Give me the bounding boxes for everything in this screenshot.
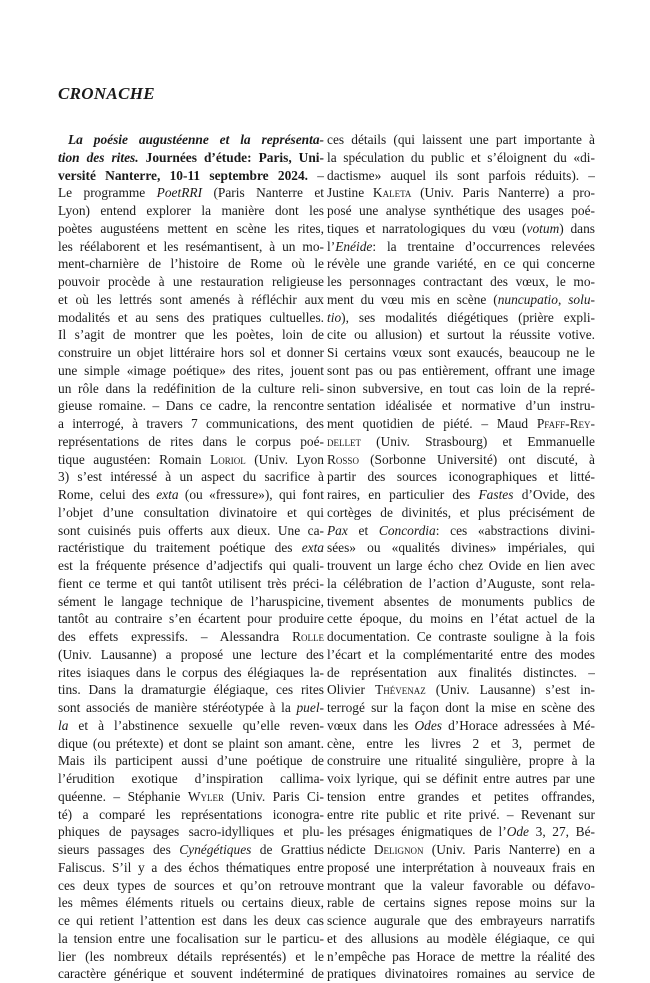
text-line: sément le langage technique de l’haruspicine,	[58, 593, 324, 609]
text-line: La poésie augustéenne et la représenta-	[68, 132, 324, 147]
text-line: les présages énigmatiques de l’Ode 3, 27, Bé-	[327, 824, 595, 840]
text-line: (Univ. Lausanne) a proposé une lecture des	[58, 646, 324, 662]
text-line: trouvent un large écho chez Ovide en lien avec	[327, 558, 595, 573]
text-line: les personnages contractant des vœux, le mo-	[327, 274, 595, 289]
text-line: et où les lettrés sont amenés à réfléchir aux	[58, 291, 324, 307]
text-line: une simple «image poétique» des rites, jouent	[58, 362, 324, 378]
text-line: ment du vœu mis en scène (nuncupatio, solu-	[327, 291, 595, 307]
text-line: voix lyrique, qui se définit entre autres par une	[327, 771, 595, 786]
text-line: construire un objet littéraire hors sol et donner	[58, 345, 324, 360]
text-line: posé une analyse synthétique des usages poé-	[327, 203, 595, 218]
text-line: les mêmes éléments rituels ou certains dieux,	[58, 895, 324, 911]
text-line: révèle une grande variété, en ce qui concerne	[327, 256, 595, 272]
text-line: a interrogé, à travers 7 communications, des	[58, 416, 324, 431]
left-column	[58, 131, 324, 983]
text-line: 3) s’est intéressé à un aspect du sacrifice à	[58, 469, 324, 485]
text-line: Rome, celui des exta (ou «fressure»), qui font	[58, 487, 324, 502]
text-line: ce qui retient l’attention est dans les deux cas	[58, 913, 324, 928]
text-line: nédicte Delignon (Univ. Paris Nanterre) en a	[327, 842, 595, 857]
text-line: Pax et Concordia: ces «abstractions divini-	[327, 522, 595, 538]
text-line: caractère générique et souvent indéterminé de	[58, 966, 324, 982]
text-line: est la fréquente présence d’adjectifs qui quali-	[58, 558, 324, 573]
text-line: Rosso (Sorbonne Université) ont discuté, à	[327, 451, 595, 467]
text-line: Lyon) entend explorer la manière dont les	[58, 203, 324, 218]
text-line: cène, entre les livres 2 et 3, permet de	[327, 735, 595, 751]
text-line: ractéristique du traitement poétique des exta	[58, 540, 324, 556]
text-line: n’empêche pas Horace de mettre la réalité des	[327, 948, 595, 964]
text-line: tension entre grandes et petites offrandes,	[327, 788, 595, 804]
text-line: vœux dans les Odes d’Horace adressées à Mé-	[327, 717, 595, 733]
text-line: pratiques divinatoires romaines au service de	[327, 966, 595, 982]
text-line: Faliscus. S’il y a des échos thématiques entre	[58, 859, 324, 875]
text-line: poètes augustéens mettent en scène les rites,	[58, 220, 324, 236]
section-title: CRONACHE	[58, 84, 155, 103]
text-line: té) a comparé les représentations iconogra-	[58, 806, 324, 822]
text-line: rable de certains signes repose moins sur la	[327, 895, 595, 911]
text-line: tivement absentes de monuments publics de	[327, 593, 595, 609]
text-line: entre rite public et rite privé. – Revenant sur	[327, 806, 595, 822]
text-line: tins. Dans la dramaturgie élégiaque, ces rites	[58, 682, 324, 698]
text-line: modalités et au sens des pratiques cultuelles.	[58, 309, 324, 325]
text-line: lier (les nombreux détails représentés) et le	[58, 948, 324, 964]
text-line: ces détails (qui laissent une part importante à	[327, 132, 595, 147]
text-line: sont associés de manière stéréotypée à la puel-	[58, 700, 324, 715]
text-line: ces deux types de sources et qu’on retrouve	[58, 877, 324, 893]
text-line: rites isiaques dans le corpus des élégiaques la-	[58, 664, 324, 680]
text-line: représentations de rites dans le corpus poé-	[58, 433, 324, 449]
text-line: dique (ou prétexte) et dont se plaint son amant.	[58, 735, 324, 751]
text-line: et des allusions au modèle élégiaque, ce qui	[327, 930, 595, 946]
text-line: la et à l’abstinence sexuelle qu’elle reven-	[58, 717, 324, 733]
text-line: sentation idéalisée et normative d’un instru-	[327, 398, 595, 414]
text-line: tion des rites. Journées d’étude: Paris, Uni-	[58, 149, 324, 165]
text-line: raires, en particulier des Fastes d’Ovide, des	[327, 487, 595, 502]
text-line: l’objet d’une consultation divinatoire et qui	[58, 504, 324, 520]
text-line: les réélaborent et les resémantisent, à un mo-	[58, 238, 324, 254]
text-line: montrant que la valeur favorable ou défavo-	[327, 877, 595, 893]
text-line: sées» ou «qualités divines» impériales, qui	[327, 540, 595, 556]
text-line: partir des sources iconographiques et litté-	[327, 469, 595, 485]
text-line: Olivier Thévenaz (Univ. Lausanne) s’est in-	[327, 682, 595, 698]
text-line: dellet (Univ. Strasbourg) et Emmanuelle	[327, 433, 595, 449]
text-line: proposé une interprétation à nouveaux frais en	[327, 859, 595, 875]
text-line: sinon subversive, en tout cas loin de la repré-	[327, 380, 595, 396]
text-line: Si certains vœux sont exaucés, beaucoup ne le	[327, 345, 595, 360]
text-line: cite ou allusion) et surtout la réussite votive.	[327, 327, 595, 343]
text-line: tique augustéen: Romain Loriol (Univ. Lyon	[58, 451, 324, 467]
text-line: cortèges de divinités, et plus précisément de	[327, 504, 595, 520]
text-line: cette époque, du moins en l’état actuel de la	[327, 611, 595, 627]
text-line: l’écart et la complémentarité entre des modes	[327, 646, 595, 662]
text-line: phiques de paysages sacro-idylliques et plu-	[58, 824, 324, 840]
text-line: science augurale que des embrayeurs narratifs	[327, 913, 595, 928]
text-line: Il s’agit de montrer que les poètes, loin de	[58, 327, 324, 343]
text-line: sieurs passages des Cynégétiques de Grattius	[58, 842, 324, 857]
text-line: de représentation aux finalités distinctes. –	[327, 664, 595, 680]
text-line: Mais ils participent aussi d’une poétique de	[58, 753, 324, 769]
text-line: documentation. Ce contraste souligne à la fois	[327, 629, 595, 644]
text-line: Justine Kaleta (Univ. Paris Nanterre) a pro-	[327, 185, 595, 201]
text-line: gieuse romaine. – Dans ce cadre, la rencontre	[58, 398, 324, 414]
text-line: sont pas ou pas entièrement, offrant une image	[327, 362, 595, 378]
text-line: ment-charnière de l’histoire de Rome où le	[58, 256, 324, 272]
text-line: la spéculation du public et s’éloignent du «di-	[327, 149, 595, 165]
right-column	[327, 131, 595, 983]
text-line: fient ce terme et qui tantôt utilisent très préci-	[58, 575, 324, 591]
text-line: Le programme PoetRRI (Paris Nanterre et	[58, 185, 324, 201]
text-line: tio), ses modalités diégétiques (prière expli-	[327, 309, 595, 325]
text-line: la célébration de l’action d’Auguste, sont rela-	[327, 575, 595, 591]
text-line: terrogé sur la façon dont la mise en scène des	[327, 700, 595, 715]
text-line: un rôle dans la redéfinition de la culture reli-	[58, 380, 324, 396]
text-line: tantôt au contraire s’en écartent pour produire	[58, 611, 324, 627]
text-line: la tension entre une focalisation sur le particu-	[58, 930, 324, 946]
text-line: sont cuisinés puis offerts aux dieux. Une ca-	[58, 522, 324, 538]
text-line: quéenne. – Stéphanie Wyler (Univ. Paris Ci-	[58, 788, 324, 804]
text-line: ment quotidien de piété. – Maud Pfaff-Rey-	[327, 416, 595, 431]
text-line: l’érudition exotique d’inspiration callima-	[58, 771, 324, 786]
text-line: versité Nanterre, 10-11 septembre 2024. –	[58, 167, 324, 183]
text-line: tiques et narratologiques du vœu (votum) dans	[327, 220, 595, 236]
text-line: l’Enéide: la trentaine d’occurrences relevées	[327, 238, 595, 254]
text-line: des effets expressifs. – Alessandra Rolle	[58, 629, 324, 644]
text-line: construire une ritualité singulière, propre à la	[327, 753, 595, 769]
text-line: dactisme» auquel ils sont parfois réduits). –	[327, 167, 595, 183]
text-line: pouvoir procède à une restauration religieuse	[58, 274, 324, 289]
